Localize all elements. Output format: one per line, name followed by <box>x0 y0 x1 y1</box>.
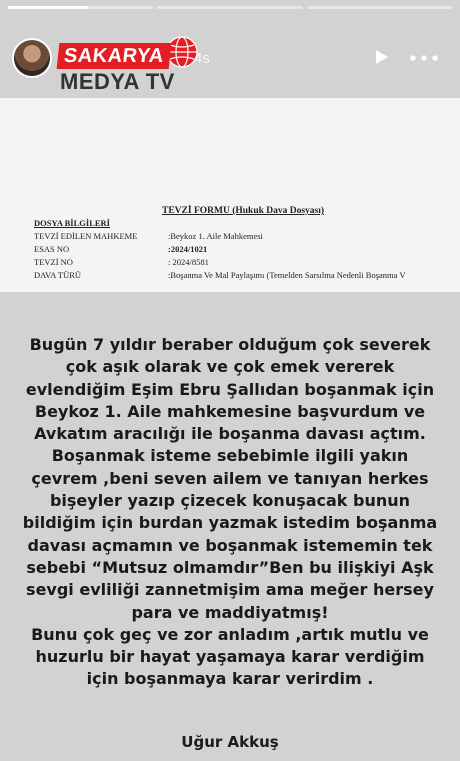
document-row <box>34 270 406 280</box>
document-row <box>34 244 207 254</box>
signature-name: Uğur Akkuş <box>181 733 279 751</box>
document-row-value: : 2024/8581 <box>168 257 209 267</box>
story-text-line: bişeyler yazıp çizecek konuşacak bunun <box>49 491 411 511</box>
court-document-image <box>0 98 460 292</box>
post-time: 4s <box>194 50 210 67</box>
story-text-line: çevrem ,beni seven ailem ve tanıyan herkes <box>31 468 429 488</box>
story-text-line: çok aşık olarak ve çok emek vererek <box>65 357 395 377</box>
document-title: TEVZİ FORMU (Hukuk Dava Dosyası) <box>162 206 325 216</box>
story-text-line: davası açmamın ve boşanmak istememin tek <box>27 535 433 555</box>
document-row <box>34 257 209 267</box>
story-progress <box>8 6 452 9</box>
document-row-key: TEVZİ NO <box>34 257 73 267</box>
story-text-line: para ve maddiyatmış! <box>131 602 329 622</box>
document-row-value: :Boşanma Ve Mal Paylaşımı (Temelden Sarsılma Nedenli Boşanma V <box>168 270 406 280</box>
more-options-icon[interactable] <box>410 55 438 61</box>
story-text-line: Bugün 7 yıldır beraber olduğum çok severek <box>29 335 431 354</box>
document-row-key: DAVA TÜRÜ <box>34 270 82 280</box>
story-text-line: için boşanmaya karar verirdim . <box>86 669 374 689</box>
document-row-key: TEVZİ EDİLEN MAHKEME <box>34 231 138 241</box>
story-text-line: huzurlu bir hayat yaşamaya karar verdiğim <box>35 647 425 667</box>
story-text-line: Bunu çok geç ve zor anladım ,artık mutlu ve <box>31 624 429 644</box>
story-text-line: Avkatım aracılığı ile boşanma davası açtım. <box>34 424 426 444</box>
story-text-line: sebebi “Mutsuz olmamdır”Ben bu ilişkiyi Aşk <box>26 557 434 577</box>
story-text-line: evlendiğim Eşim Ebru Şallıdan boşanmak için <box>25 379 435 399</box>
document-row-value: :Beykoz 1. Aile Mahkemesi <box>168 231 263 241</box>
brand-name: SAKARYA <box>57 43 172 69</box>
story-text-line: Boşanmak isteme sebebimle ilgili yakın <box>51 446 409 466</box>
progress-segment <box>307 6 452 9</box>
brand-subtitle: MEDYA TV <box>60 69 175 94</box>
story-text-line: sevgi evliliği zannetmişim ama meğer hersey <box>26 580 434 600</box>
play-icon[interactable] <box>372 48 390 66</box>
story-text-line: Beykoz 1. Aile mahkemesine başvurdum ve <box>34 401 426 421</box>
document-row-key: ESAS NO <box>34 244 70 254</box>
story-text-line: bildiğim için burdan yazmak istedim boşanma <box>22 513 438 533</box>
story-header <box>0 18 460 98</box>
progress-segment <box>8 6 153 9</box>
avatar[interactable] <box>12 38 52 78</box>
progress-segment <box>157 6 302 9</box>
brand-logo[interactable] <box>58 42 200 94</box>
story-text <box>8 334 452 691</box>
document-row <box>34 231 263 241</box>
document-section: DOSYA BİLGİLERİ <box>34 218 110 228</box>
document-row-value: :2024/1021 <box>168 244 208 254</box>
